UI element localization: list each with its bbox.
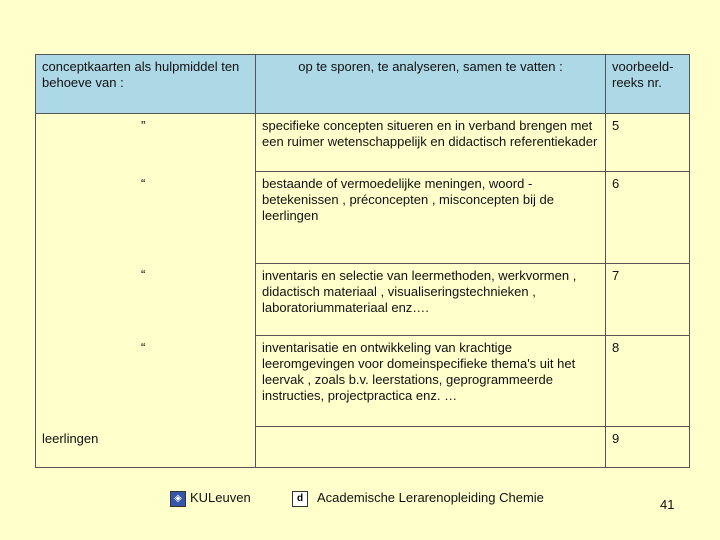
- row-description: [256, 427, 606, 468]
- row-label-leerlingen: leerlingen: [36, 427, 256, 468]
- row-description: bestaande of vermoedelijke meningen, woord - betekenissen , préconcepten , misconcepten bij de leerlingen: [256, 172, 606, 263]
- row-number: 7: [606, 263, 690, 336]
- lerarenopleiding-logo-icon: d: [292, 491, 308, 507]
- table-row: [36, 172, 690, 263]
- header-conceptkaarten: conceptkaarten als hulpmiddel ten behoeve van :: [36, 55, 256, 114]
- footer-lerarenopleiding: Academische Lerarenopleiding Chemie: [317, 490, 544, 505]
- row-description: inventaris en selectie van leermethoden, werkvormen , didactisch materiaal , visualiseringstechnieken , laboratoriummateriaal enz….: [256, 263, 606, 336]
- ditto-mark: “: [36, 172, 256, 263]
- header-voorbeeldreeks: voorbeeld- reeks nr.: [606, 55, 690, 114]
- table-row: [36, 336, 690, 427]
- ditto-mark: “: [36, 336, 256, 427]
- row-description: inventarisatie en ontwikkeling van krachtige leeromgevingen voor domeinspecifieke thema's uit het leervak , zoals b.v. leerstations, geprogrammeerde instructies, projectpractica enz. …: [256, 336, 606, 427]
- row-number: 6: [606, 172, 690, 263]
- row-description: specifieke concepten situeren en in verband brengen met een ruimer wetenschappelijk en didactisch referentiekader: [256, 113, 606, 172]
- ditto-mark: “: [36, 263, 256, 336]
- kuleuven-logo-icon: ◈: [170, 491, 186, 507]
- concept-map-table: [35, 54, 690, 468]
- header-op-te-sporen: op te sporen, te analyseren, samen te vatten :: [256, 55, 606, 114]
- table-row-leerlingen: [36, 427, 690, 468]
- table-row: [36, 113, 690, 172]
- ditto-mark: ”: [36, 113, 256, 172]
- footer: [0, 488, 720, 518]
- row-number: 5: [606, 113, 690, 172]
- page-number: 41: [660, 497, 675, 512]
- table-row: [36, 263, 690, 336]
- footer-kuleuven: KULeuven: [190, 490, 251, 505]
- row-number: 9: [606, 427, 690, 468]
- row-number: 8: [606, 336, 690, 427]
- table-header-row: [36, 55, 690, 114]
